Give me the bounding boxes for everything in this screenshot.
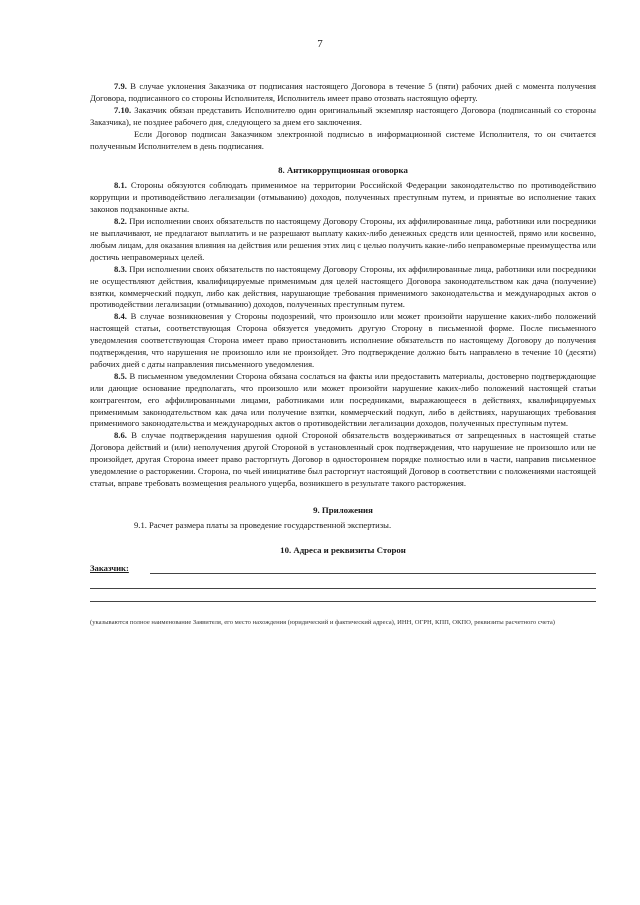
paragraph-7-9: [90, 81, 596, 105]
paragraph-text: При исполнении своих обязательств по настоящему Договору Стороны, их аффилированные лица, работники или посредники не выплачивают, не предлагают выплатить и не разрешают выплату каких-либо денежных средств или ценностей, прямо или косвенно, любым лицам, для оказания влияния на действия или решения этих лиц с целью получить какие-либо неправомерные преимущества или достичь неправомерных целей.: [90, 216, 596, 262]
section-9-title: 9. Приложения: [313, 504, 373, 515]
page-number: 7: [317, 38, 323, 50]
paragraph-8-6: [90, 430, 596, 490]
requisites-footnote: (указываются полное наименование Заявителя, его место нахождения (юридический и фактический адреса), ИНН, ОГРН, КПП, ОКПО, реквизиты расчетного счета): [90, 618, 555, 626]
paragraph-7-10: [90, 105, 596, 129]
paragraph-text: При исполнении своих обязательств по настоящему Договору Стороны, их аффилированные лица, работники или посредники не осуществляют действия, квалифицируемые применимым для целей настоящего Договора законодательством как дача (получение) взятки, коммерческий подкуп, либо как действия, нарушающие требования применимого законодательства и международных актов о противодействии легализации (отмыванию) доходов, полученных преступным путем.: [90, 263, 596, 310]
paragraph-8-1: [90, 180, 596, 216]
paragraph-text: Заказчик обязан представить Исполнителю один оригинальный экземпляр настоящего Договора (подписанный со стороны Заказчика), не позднее рабочего дня, следующего за днем его заключения.: [90, 104, 596, 127]
paragraph-8-5: [90, 371, 596, 431]
customer-label: Заказчик:: [90, 562, 129, 573]
paragraph-8-4: [90, 311, 596, 371]
section-8-title: 8. Антикоррупционная оговорка: [278, 165, 408, 176]
paragraph-number: 9.1.: [134, 519, 147, 530]
paragraph-text: Если Договор подписан Заказчиком электронной подписью в информационной системе Исполнителя, то он считается полученным Исполнителем в день подписания.: [90, 128, 596, 151]
paragraph-number: 8.3.: [114, 263, 127, 274]
paragraph-text: В случае уклонения Заказчика от подписания настоящего Договора в течение 5 (пяти) рабочих дней с момента получения Договора, подписанного со стороны Исполнителя, Исполнитель имеет право отозвать настоящую оферту.: [90, 81, 596, 103]
paragraph-text: Расчет размера платы за проведение государственной экспертизы.: [146, 519, 392, 530]
paragraph-text: В письменном уведомлении Сторона обязана сослаться на факты или предоставить материалы, достоверно подтверждающие или дающие основание предполагать, что произошло или может произойти нарушение каких-либо положений настоящей статьи контрагентом, его аффилированными лицами, работниками или посредниками, выражающееся в действиях, квалифицируемых применимым законодательством как дача или получение взятки, коммерческий подкуп, либо в действиях, нарушающих требования применимого законодательства и международных актов о противодействии легализации доходов, полученных преступным путем.: [90, 370, 596, 429]
paragraph-electronic-signature: [90, 129, 596, 153]
customer-fill-line-3: [90, 589, 596, 602]
paragraph-number: 8.2.: [114, 216, 127, 227]
paragraph-text: В случае возникновения у Стороны подозрений, что произошло или может произойти нарушение каких-либо положений настоящей статьи, соответствующая Сторона обязуется уведомить другую Сторону в письменной форме. После письменного уведомления соответствующая Сторона имеет право приостановить исполнение обязательств по настоящему Договору до получения подтверждения, что нарушения не произошло или не произойдет. Это подтверждение должно быть направлено в течение 10 (десяти) рабочих дней с даты направления письменного уведомления.: [90, 311, 596, 369]
paragraph-number: 8.4.: [114, 311, 127, 322]
paragraph-number: 7.9.: [114, 81, 127, 91]
paragraph-number: 8.6.: [114, 430, 127, 441]
paragraph-8-3: [90, 264, 596, 312]
paragraph-8-2: [90, 216, 596, 264]
customer-block: [90, 563, 596, 576]
customer-fill-line-2: [90, 576, 596, 589]
paragraph-text: В случае подтверждения нарушения одной Стороной обязательств воздерживаться от запрещенных в настоящей статье Договора действий и (или) неполучения другой Стороной в установленный срок подтверждения, что нарушение не произошло или не произойдет, другая Сторона имеет право расторгнуть Договор в одностороннем порядке полностью или в части, направив письменное уведомление о расторжении. Сторона, по чьей инициативе был расторгнут настоящий Договор в соответствии с положениями настоящей статьи, вправе требовать возмещения реального ущерба, возникшего в результате такого расторжения.: [90, 430, 596, 488]
paragraph-number: 8.1.: [114, 180, 127, 191]
section-10-title: 10. Адреса и реквизиты Сторон: [280, 544, 406, 555]
paragraph-number: 7.10.: [114, 104, 132, 115]
document-content: [90, 81, 596, 627]
paragraph-text: Стороны обязуются соблюдать применимое на территории Российской Федерации законодательство по противодействию коррупции и противодействию легализации (отмыванию) доходов, полученных преступным путем, и принятые во исполнение таких законов подзаконные акты.: [90, 180, 596, 215]
customer-fill-line: [150, 573, 596, 574]
appendix-item-9-1: [90, 520, 596, 532]
paragraph-number: 8.5.: [114, 370, 127, 381]
